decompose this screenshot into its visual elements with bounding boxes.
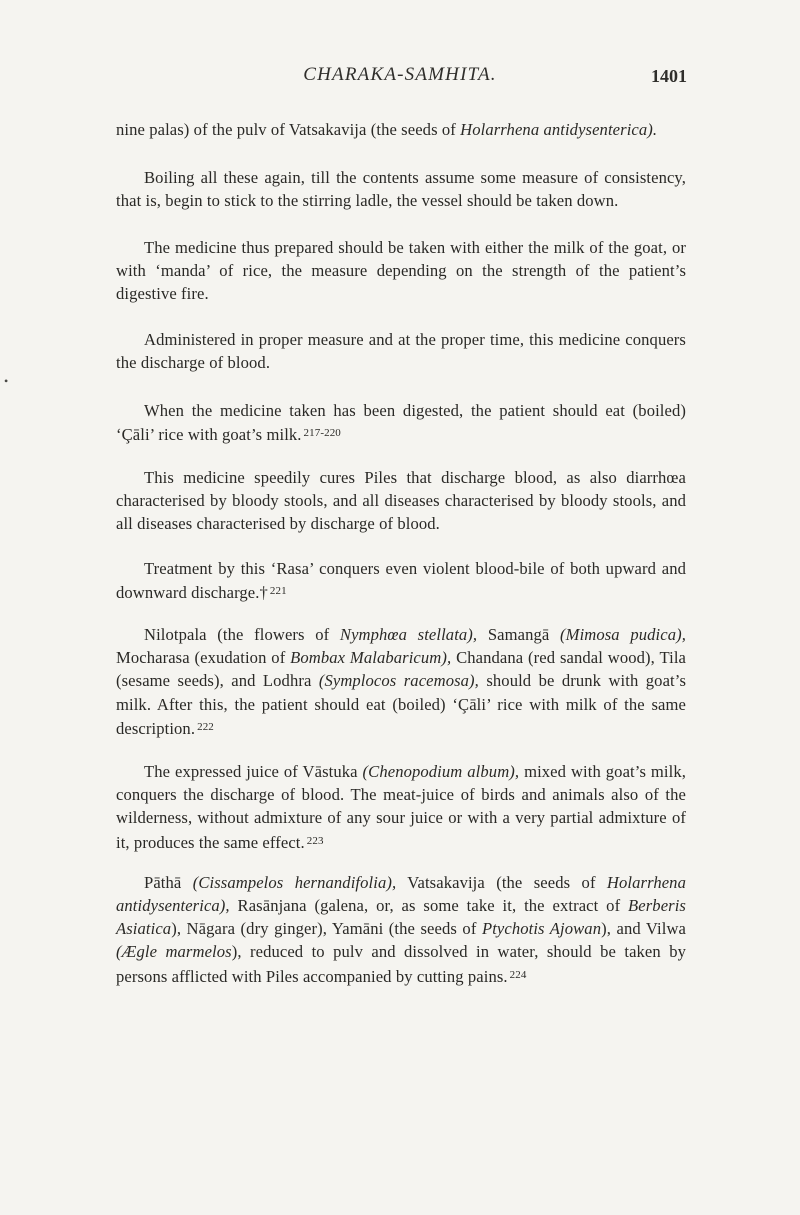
paragraph <box>116 399 686 446</box>
page-number: 1401 <box>651 66 687 86</box>
paragraph <box>116 166 686 212</box>
margin-dot-mark: • <box>4 374 9 388</box>
text-segment: ), reduced to pulv and dissolved in water, should be taken by persons afflicted with Piles accompanied by cutting pains. <box>116 942 686 986</box>
italic-text-segment: Holarrhena antidysenterica). <box>460 120 658 139</box>
text-segment: ), Nāgara (dry ginger), Yamāni (the seeds of <box>171 919 482 939</box>
italic-text-segment: (Cissampelos hernandifolia), <box>192 872 397 892</box>
text-segment: Treatment by this ‘Rasa’ conquers even violent blood-bile of both upward and downward discharge.† <box>116 558 686 602</box>
paragraph <box>116 557 686 604</box>
verse-reference-number: 222 <box>197 720 214 733</box>
text-segment: Samangā <box>477 625 561 645</box>
text-segment: Mocharasa (exudation of <box>116 648 291 668</box>
paragraph <box>116 760 686 854</box>
running-head <box>0 64 800 94</box>
italic-text-segment: (Chenopodium album), <box>362 762 520 782</box>
text-segment: Pāthā <box>144 872 193 892</box>
paragraph <box>116 466 686 536</box>
verse-reference-number: 223 <box>306 834 324 847</box>
paragraph <box>116 623 686 740</box>
italic-text-segment: Holarrhena antidysenterica), <box>116 872 686 916</box>
text-segment: The medicine thus prepared should be taken with either the milk of the goat, or with ‘manda’ of rice, the measure depending on the strength of the patient’s digestive fire. <box>116 237 686 304</box>
paragraph <box>116 236 686 306</box>
italic-text-segment: (Ægle marmelos <box>116 942 232 962</box>
verse-reference-number: 224 <box>509 968 527 981</box>
text-segment: The expressed juice of Vāstuka <box>144 762 363 782</box>
italic-text-segment: Ptychotis Ajowan <box>481 919 602 939</box>
italic-text-segment: Nymphœa stellata), <box>339 625 478 645</box>
verse-reference-number: 217-220 <box>303 426 341 439</box>
text-segment: Nilotpala (the flowers of <box>144 625 340 645</box>
italic-text-segment: (Mimosa pudica), <box>560 625 686 645</box>
paragraph <box>116 328 686 374</box>
italic-text-segment: (Symplocos racemosa), <box>318 671 479 691</box>
text-segment: When the medicine taken has been digested, the patient should eat (boiled) ‘Çāli’ rice with goat’s milk. <box>116 400 686 444</box>
text-segment: ), and Vilwa <box>601 919 686 939</box>
text-segment: Boiling all these again, till the contents assume some measure of consistency, that is, begin to stick to the stirring ladle, the vessel should be taken down. <box>116 168 686 211</box>
paragraph <box>116 871 686 988</box>
text-segment: Vatsakavija (the seeds of <box>396 872 607 892</box>
running-head-title: CHARAKA-SAMHITA. <box>303 64 497 85</box>
paragraph <box>116 118 686 141</box>
text-segment: This medicine speedily cures Piles that discharge blood, as also diarrhœa characterised by bloody stools, and all diseases characterised by bloody stools, and all diseases characterised by discharge of blood. <box>116 468 686 534</box>
text-segment: Administered in proper measure and at the proper time, this medicine conquers the discharge of blood. <box>116 330 686 373</box>
text-segment: nine palas) of the pulv of Vatsakavija (the seeds of <box>116 120 461 139</box>
italic-text-segment: Berberis Asiatica <box>116 896 686 939</box>
body-text <box>116 118 686 1007</box>
verse-reference-number: 221 <box>269 584 287 597</box>
text-segment: mixed with goat’s milk, conquers the discharge of blood. The meat-juice of birds and animals also of the wilderness, without admixture of any sour juice or with a very partial admixture of it, produces the same effect. <box>116 762 686 852</box>
text-segment: should be drunk with goat’s milk. After this, the patient should eat (boiled) ‘Çāli’ rice with milk of the same description. <box>116 671 687 738</box>
text-segment: Rasānjana (galena, or, as some take it, the extract of <box>229 896 629 916</box>
text-segment: Chandana (red sandal wood), Tila (sesame seeds), and Lodhra <box>116 648 686 691</box>
italic-text-segment: Bombax Malabaricum), <box>290 648 452 668</box>
